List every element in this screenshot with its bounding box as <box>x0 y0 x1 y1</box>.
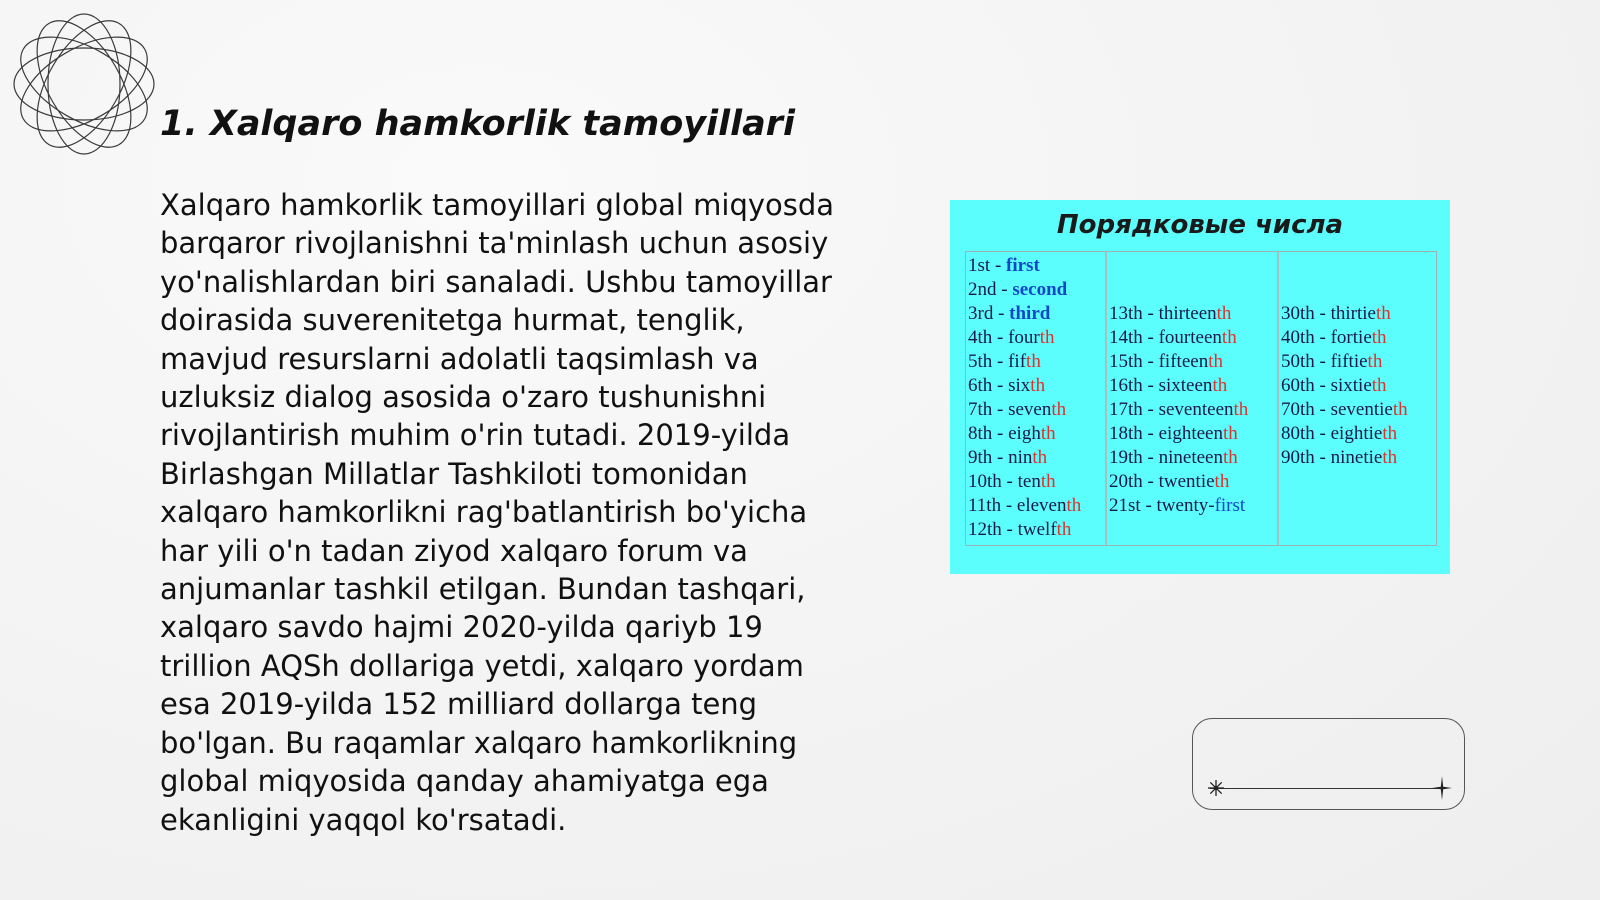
ordinal-number: 7th <box>968 399 993 420</box>
ordinal-row <box>968 494 1081 518</box>
ordinal-row <box>968 254 1040 278</box>
sparkle-icon <box>1432 776 1452 800</box>
ordinal-separator: - <box>1314 303 1331 324</box>
ordinal-suffix: th <box>1208 351 1223 372</box>
ordinal-suffix: th <box>1382 423 1398 444</box>
ordinal-number: 10th <box>968 471 1002 492</box>
ordinal-row <box>968 374 1045 398</box>
ordinal-number: 90th <box>1281 447 1315 468</box>
ordinal-number: 2nd <box>968 279 997 300</box>
ordinal-word: first <box>1006 255 1040 276</box>
ordinal-suffix: th <box>1382 447 1398 468</box>
ordinal-word: fiftie <box>1330 351 1368 372</box>
ordinal-row <box>1109 326 1237 350</box>
ordinal-suffix: th <box>1392 399 1408 420</box>
ordinal-word: sixteen <box>1158 375 1213 396</box>
ordinal-word: four <box>1008 327 1040 348</box>
ordinal-number: 70th <box>1281 399 1315 420</box>
ordinal-word: eleven <box>1016 495 1067 516</box>
ordinal-separator: - <box>1314 327 1331 348</box>
ordinal-number: 3rd <box>968 303 994 324</box>
ordinal-word: second <box>1012 279 1068 300</box>
ordinal-word: third <box>1009 303 1051 324</box>
ordinal-word: twentie <box>1158 471 1215 492</box>
ordinal-number: 80th <box>1281 423 1315 444</box>
ordinal-suffix: first <box>1214 495 1246 516</box>
ordinal-row <box>1109 422 1238 446</box>
ordinal-numbers-image <box>950 200 1450 574</box>
ordinal-separator: - <box>992 327 1009 348</box>
ordinal-row <box>1109 494 1245 518</box>
ordinal-number: 15th <box>1109 351 1143 372</box>
ordinal-suffix: th <box>1032 447 1048 468</box>
ordinal-number: 40th <box>1281 327 1315 348</box>
ordinal-number: 21st <box>1109 495 1141 516</box>
slide-body-text: Xalqaro hamkorlik tamoyillari global miqyosda barqaror rivojlanishni ta'minlash uchun asosiy yo'nalishlardan biri sanaladi. Ushbu tamoyillar doirasida suverenitetga hurmat, tenglik, mavjud resurslarni adolatli taqsimlash va uzluksiz dialog asosida o'zaro tushunishni rivojlantirish muhim o'rin tutadi. 2019-yilda Birlashgan Millatlar Tashkiloti tomonidan xalqaro hamkorlikni rag'batlantirish bo'yicha har yili o'n tadan ziyod xalqaro forum va anjumanlar tashkil etilgan. Bundan tashqari, xalqaro savdo hajmi 2020-yilda qariyb 19 trillion AQSh dollariga yetdi, xalqaro yordam esa 2019-yilda 152 milliard dollarga teng bo'lgan. Bu raqamlar xalqaro hamkorlikning global miqyosida qanday ahamiyatga ega ekanligini yaqqol ko'rsatadi. <box>160 188 835 837</box>
ordinal-word: eightie <box>1330 423 1383 444</box>
ordinal-number: 14th <box>1109 327 1143 348</box>
ordinal-row <box>1109 302 1231 326</box>
ordinal-suffix: th <box>1376 303 1391 324</box>
ordinal-row <box>1109 350 1223 374</box>
ordinal-suffix: th <box>1051 399 1067 420</box>
ordinal-word: nin <box>1008 447 1033 468</box>
ordinal-row <box>1109 398 1248 422</box>
ordinal-separator: - <box>990 255 1007 276</box>
ordinal-separator: - <box>1001 471 1018 492</box>
ordinal-suffix: th <box>1039 327 1055 348</box>
ordinal-row <box>1281 350 1382 374</box>
ordinal-row <box>968 422 1056 446</box>
ordinal-separator: - <box>1142 399 1159 420</box>
ordinal-word: nineteen <box>1158 447 1223 468</box>
ordinal-separator: - <box>993 303 1010 324</box>
ordinal-suffix: th <box>1214 471 1230 492</box>
ordinal-suffix: th <box>1056 519 1072 540</box>
ordinal-suffix: th <box>1222 423 1238 444</box>
ordinal-row <box>968 278 1067 302</box>
ordinal-number: 18th <box>1109 423 1143 444</box>
ordinal-number: 11th <box>968 495 1002 516</box>
ordinal-row <box>968 326 1055 350</box>
ordinal-word: ten <box>1017 471 1041 492</box>
ordinal-row <box>1109 470 1229 494</box>
ordinal-number: 60th <box>1281 375 1315 396</box>
ordinal-separator: - <box>992 375 1009 396</box>
ordinal-table <box>965 251 1437 546</box>
ordinal-table-title: Порядковые числа <box>1056 210 1344 240</box>
ordinal-word: ninetie <box>1330 447 1383 468</box>
ordinal-separator: - <box>1314 351 1331 372</box>
ordinal-number: 19th <box>1109 447 1143 468</box>
ordinal-number: 13th <box>1109 303 1143 324</box>
ordinal-word: six <box>1008 375 1031 396</box>
ordinal-separator: - <box>1314 423 1331 444</box>
ordinal-separator: - <box>1142 375 1159 396</box>
ordinal-suffix: th <box>1040 423 1056 444</box>
ordinal-word: sixtie <box>1330 375 1372 396</box>
ordinal-row <box>968 350 1041 374</box>
ordinal-number: 20th <box>1109 471 1143 492</box>
ordinal-number: 4th <box>968 327 993 348</box>
ordinal-suffix: th <box>1040 471 1056 492</box>
ordinal-word: fourteen <box>1158 327 1222 348</box>
ordinal-word: thirteen <box>1158 303 1217 324</box>
ordinal-row <box>1281 374 1387 398</box>
ordinal-number: 17th <box>1109 399 1143 420</box>
ordinal-column-2 <box>1107 252 1279 545</box>
ordinal-row <box>968 446 1047 470</box>
ordinal-word: fortie <box>1330 327 1372 348</box>
ordinal-word: eighteen <box>1158 423 1223 444</box>
ordinal-row <box>1281 398 1408 422</box>
ordinal-separator: - <box>992 447 1009 468</box>
ordinal-word: fifteen <box>1158 351 1209 372</box>
ordinal-separator: - <box>996 279 1013 300</box>
ordinal-word: twenty- <box>1156 495 1215 516</box>
ordinal-separator: - <box>992 399 1009 420</box>
ordinal-separator: - <box>1142 471 1159 492</box>
ordinal-separator: - <box>1142 423 1159 444</box>
ordinal-row <box>968 470 1056 494</box>
ordinal-column-3 <box>1279 252 1436 545</box>
ordinal-number: 1st <box>968 255 991 276</box>
ordinal-separator: - <box>1314 399 1331 420</box>
ordinal-separator: - <box>1314 447 1331 468</box>
ordinal-suffix: th <box>1222 447 1238 468</box>
ordinal-separator: - <box>1314 375 1331 396</box>
ordinal-suffix: th <box>1371 375 1387 396</box>
ordinal-word: seven <box>1008 399 1052 420</box>
ordinal-row <box>1109 446 1238 470</box>
ordinal-suffix: th <box>1371 327 1387 348</box>
ordinal-separator: - <box>1142 447 1159 468</box>
ordinal-row <box>1109 374 1227 398</box>
ordinal-separator: - <box>1001 495 1017 516</box>
ordinal-number: 30th <box>1281 303 1315 324</box>
spirograph-logo-icon <box>10 10 158 158</box>
ordinal-number: 9th <box>968 447 993 468</box>
ordinal-separator: - <box>992 423 1009 444</box>
ordinal-column-1 <box>966 252 1107 545</box>
ordinal-row <box>1281 446 1397 470</box>
ordinal-number: 50th <box>1281 351 1315 372</box>
ordinal-row <box>1281 422 1397 446</box>
ordinal-suffix: th <box>1026 351 1041 372</box>
slide-title: 1. Xalqaro hamkorlik tamoyillari <box>160 104 795 144</box>
ordinal-row <box>1281 302 1391 326</box>
decorative-frame <box>1192 718 1465 810</box>
ordinal-word: fif <box>1008 351 1027 372</box>
frame-divider-line <box>1210 788 1442 789</box>
ordinal-suffix: th <box>1221 327 1237 348</box>
ordinal-row <box>968 518 1071 542</box>
ordinal-number: 12th <box>968 519 1002 540</box>
ordinal-row <box>968 302 1050 326</box>
ordinal-word: seventie <box>1330 399 1393 420</box>
ordinal-suffix: th <box>1212 375 1228 396</box>
ordinal-word: thirtie <box>1330 303 1376 324</box>
ordinal-suffix: th <box>1233 399 1249 420</box>
ordinal-suffix: th <box>1066 495 1082 516</box>
ordinal-separator: - <box>1001 519 1018 540</box>
ordinal-separator: - <box>1140 495 1157 516</box>
ordinal-separator: - <box>1142 327 1159 348</box>
ordinal-number: 8th <box>968 423 993 444</box>
ordinal-word: seventeen <box>1158 399 1234 420</box>
ordinal-separator: - <box>1142 303 1159 324</box>
star-icon <box>1207 779 1225 797</box>
ordinal-separator: - <box>992 351 1009 372</box>
ordinal-row <box>968 398 1066 422</box>
ordinal-suffix: th <box>1216 303 1232 324</box>
ordinal-word: eigh <box>1008 423 1041 444</box>
ordinal-suffix: th <box>1030 375 1046 396</box>
ordinal-word: twelf <box>1017 519 1057 540</box>
ordinal-number: 5th <box>968 351 993 372</box>
ordinal-separator: - <box>1142 351 1159 372</box>
ordinal-number: 6th <box>968 375 993 396</box>
ordinal-row <box>1281 326 1387 350</box>
ordinal-number: 16th <box>1109 375 1143 396</box>
ordinal-suffix: th <box>1367 351 1383 372</box>
